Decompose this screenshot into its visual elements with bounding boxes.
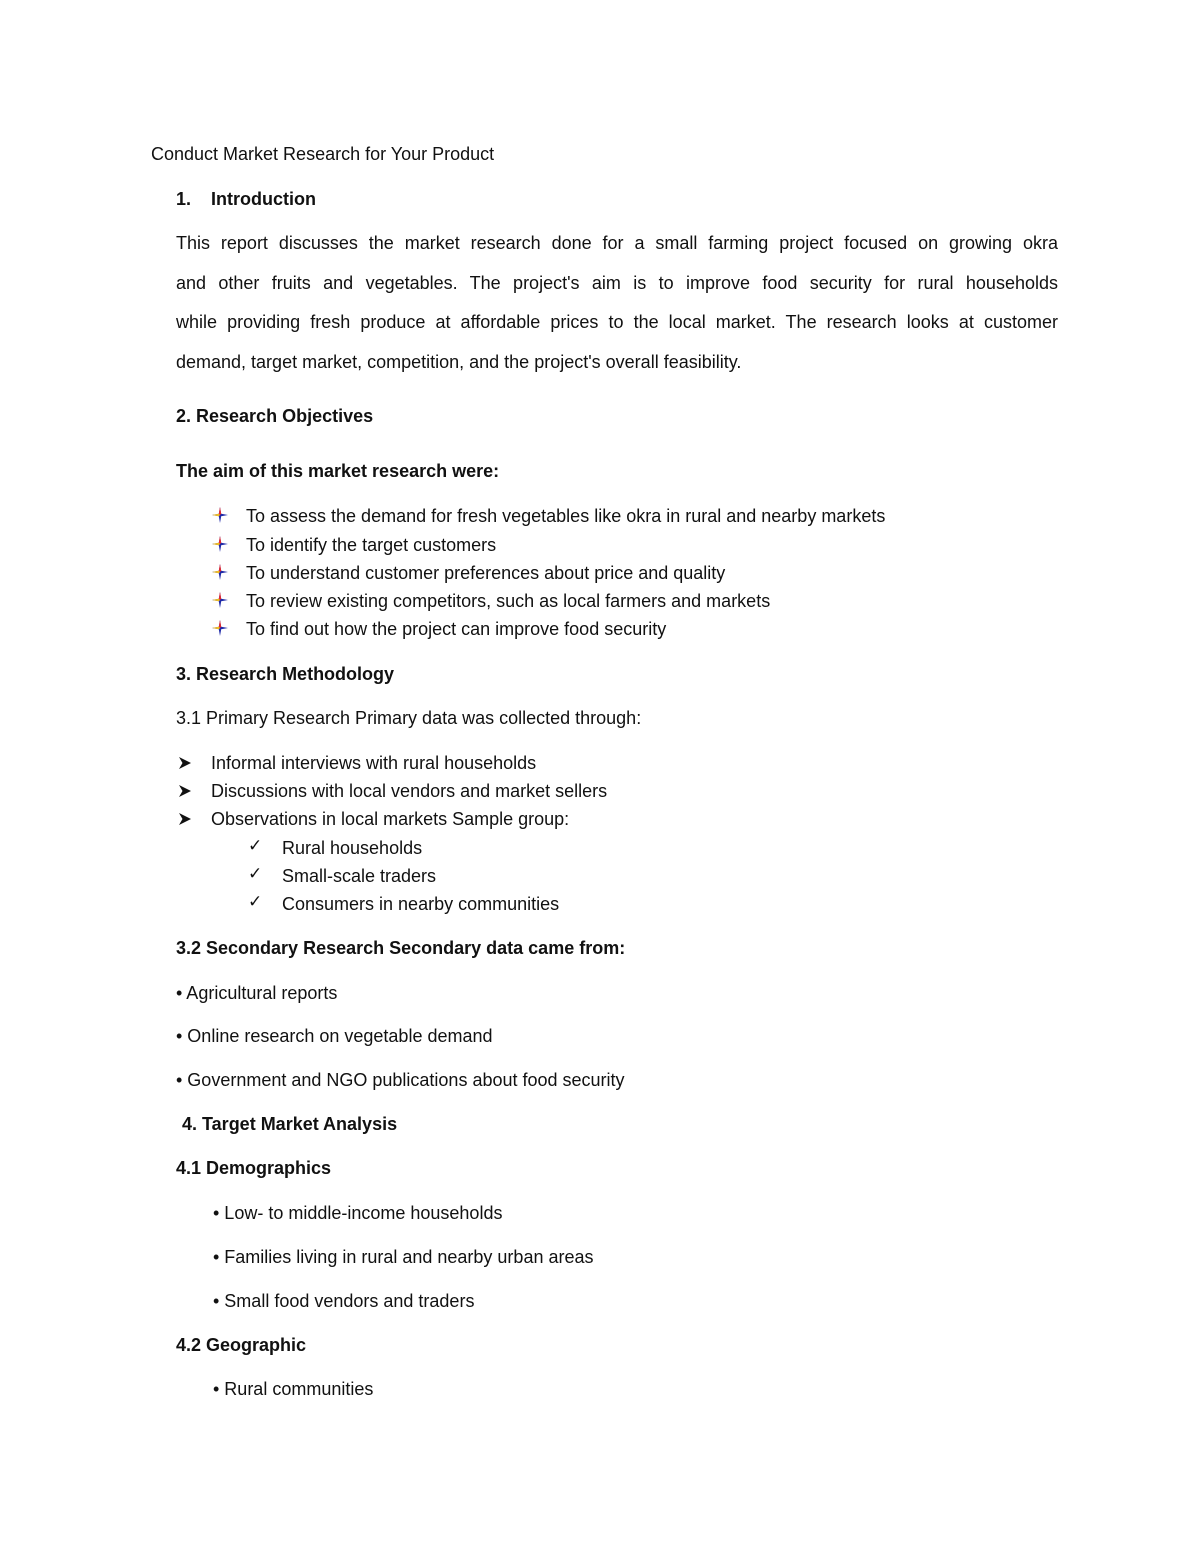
- arrowhead-icon: [178, 784, 192, 798]
- methodology-heading: 3. Research Methodology: [176, 664, 395, 684]
- sample-group-item: Consumers in nearby communities: [282, 894, 560, 914]
- secondary-research-item: • Online research on vegetable demand: [176, 1026, 493, 1046]
- demographics-item: • Families living in rural and nearby urban areas: [213, 1247, 594, 1267]
- four-point-star-icon: [210, 618, 230, 638]
- intro-line-1: This report discusses the market research done for a small farming project focused on growing okra: [176, 233, 1058, 253]
- four-point-star-icon: [210, 590, 230, 610]
- geographic-heading: 4.2 Geographic: [176, 1335, 307, 1355]
- objectives-subheading: The aim of this market research were:: [176, 461, 500, 481]
- demographics-heading: 4.1 Demographics: [176, 1158, 332, 1178]
- primary-research-item: Observations in local markets Sample group:: [211, 809, 570, 829]
- intro-line-2: and other fruits and vegetables. The project's aim is to improve food security for rural households: [176, 273, 1058, 293]
- intro-line-3: while providing fresh produce at affordable prices to the local market. The research looks at customer: [176, 312, 1058, 332]
- target-market-heading: 4. Target Market Analysis: [182, 1114, 398, 1134]
- secondary-research-item: • Agricultural reports: [176, 983, 338, 1003]
- four-point-star-icon: [210, 534, 230, 554]
- demographics-item: • Small food vendors and traders: [213, 1291, 475, 1311]
- objective-item: To find out how the project can improve food security: [246, 619, 667, 639]
- geographic-item: • Rural communities: [213, 1379, 374, 1399]
- demographics-item: • Low- to middle-income households: [213, 1203, 503, 1223]
- objectives-heading: 2. Research Objectives: [176, 406, 374, 426]
- checkmark-icon: ✓: [248, 892, 263, 912]
- secondary-research-heading: 3.2 Secondary Research Secondary data came from:: [176, 938, 626, 958]
- primary-research-item: Discussions with local vendors and market sellers: [211, 781, 608, 801]
- arrowhead-icon: [178, 812, 192, 826]
- objective-item: To assess the demand for fresh vegetables like okra in rural and nearby markets: [246, 506, 886, 526]
- intro-heading: Introduction: [211, 189, 316, 209]
- document-title: Conduct Market Research for Your Product: [151, 144, 495, 164]
- intro-heading-number: 1.: [176, 189, 192, 209]
- checkmark-icon: ✓: [248, 836, 263, 856]
- primary-research-item: Informal interviews with rural households: [211, 753, 537, 773]
- objective-item: To identify the target customers: [246, 535, 497, 555]
- four-point-star-icon: [210, 505, 230, 525]
- four-point-star-icon: [210, 562, 230, 582]
- sample-group-item: Rural households: [282, 838, 423, 858]
- primary-research-intro: 3.1 Primary Research Primary data was collected through:: [176, 708, 642, 728]
- checkmark-icon: ✓: [248, 864, 263, 884]
- sample-group-item: Small-scale traders: [282, 866, 437, 886]
- objective-item: To review existing competitors, such as local farmers and markets: [246, 591, 771, 611]
- intro-line-4: demand, target market, competition, and the project's overall feasibility.: [176, 352, 742, 372]
- objective-item: To understand customer preferences about price and quality: [246, 563, 726, 583]
- secondary-research-item: • Government and NGO publications about food security: [176, 1070, 625, 1090]
- arrowhead-icon: [178, 756, 192, 770]
